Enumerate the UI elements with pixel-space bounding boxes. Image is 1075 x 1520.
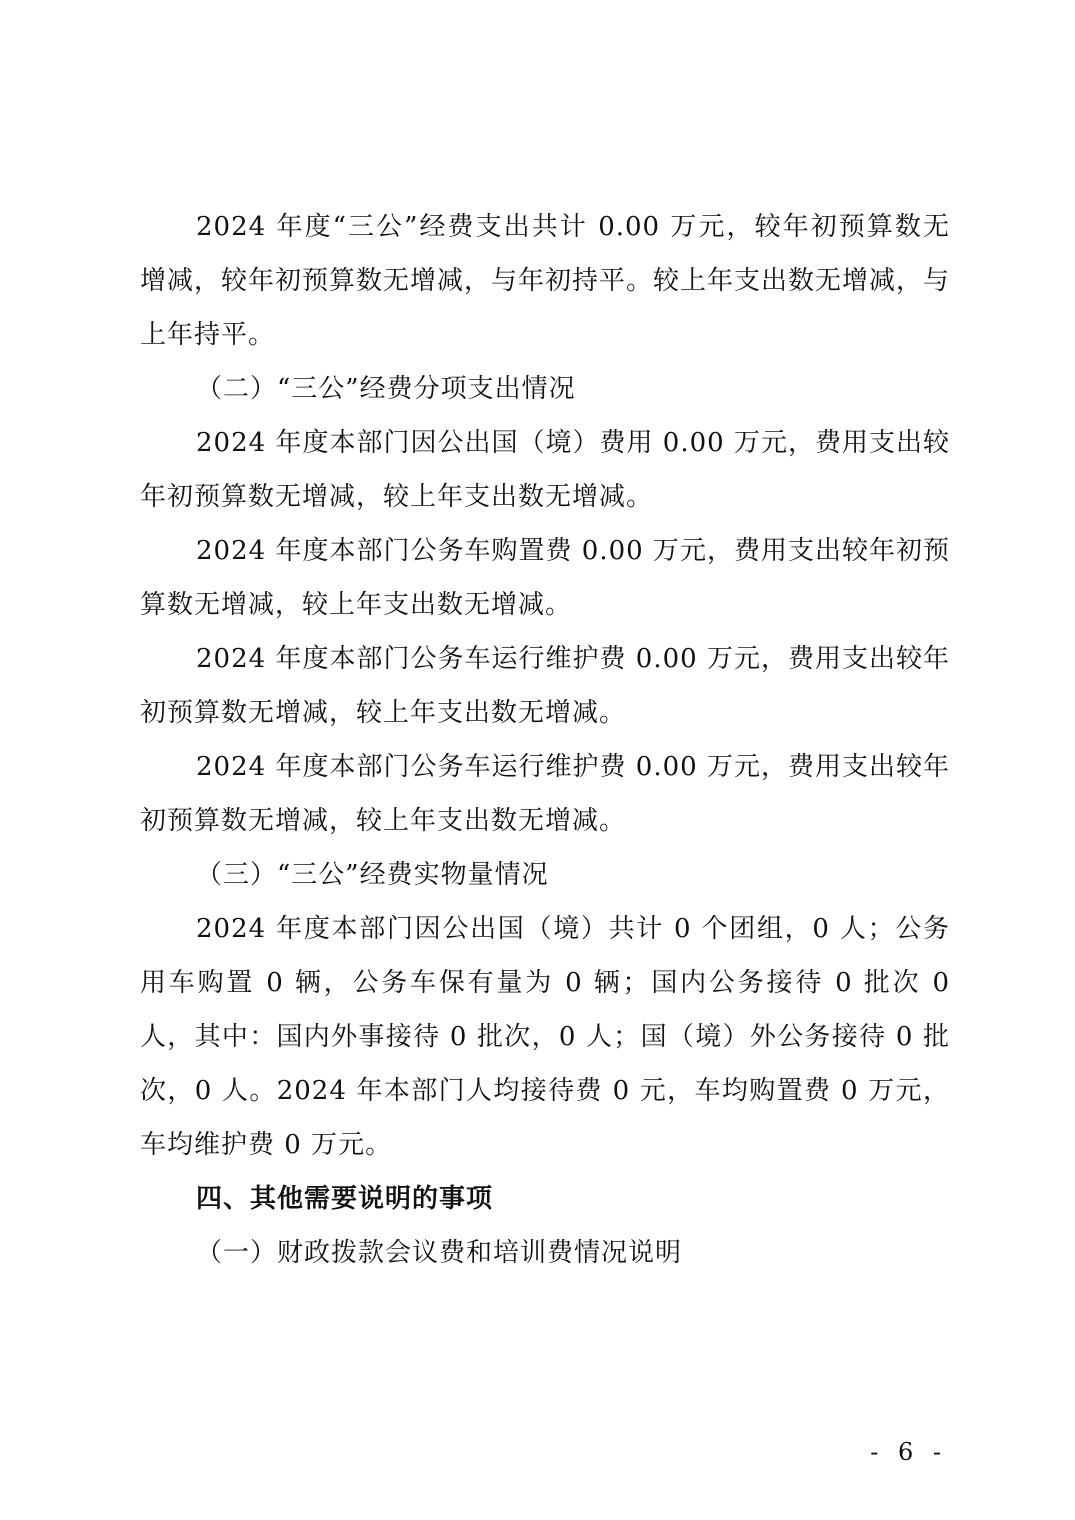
paragraph-overseas-travel: 2024 年度本部门因公出国（境）费用 0.00 万元，费用支出较年初预算数无增减，较上年支出数无增减。	[140, 428, 950, 512]
section-heading-other-matters: 四、其他需要说明的事项	[196, 1184, 494, 1214]
paragraph-vehicle-maintenance: 2024 年度本部门公务车运行维护费 0.00 万元，费用支出较年初预算数无增减，较上年支出数无增减。	[140, 644, 950, 728]
paragraph-vehicle-maintenance-repeat: 2024 年度本部门公务车运行维护费 0.00 万元，费用支出较年初预算数无增减，较上年支出数无增减。	[140, 752, 950, 836]
paragraph-three-public-total: 2024 年度“三公”经费支出共计 0.00 万元，较年初预算数无增减，较年初预算数无增减，与年初持平。较上年支出数无增减，与上年持平。	[140, 212, 951, 350]
document-body	[140, 200, 950, 1280]
section-heading-physical-quantity: （三）“三公”经费实物量情况	[196, 860, 549, 890]
paragraph-vehicle-purchase: 2024 年度本部门公务车购置费 0.00 万元，费用支出较年初预算数无增减，较上年支出数无增减。	[140, 536, 950, 620]
page-number: - 6 -	[870, 1438, 947, 1466]
paragraph-physical-quantity: 2024 年度本部门因公出国（境）共计 0 个团组，0 人；公务用车购置 0 辆，公务车保有量为 0 辆；国内公务接待 0 批次 0 人，其中：国内外事接待 0 批次，0 人；国（境）外公务接待 0 批次，0 人。2024 年本部门人均接待费 0 元，车均购置费 0 万元，车均维护费 0 万元。	[140, 914, 950, 1160]
section-heading-meeting-training: （一）财政拨款会议费和培训费情况说明	[196, 1238, 683, 1268]
section-heading-itemized-expenditure: （二）“三公”经费分项支出情况	[196, 374, 576, 404]
